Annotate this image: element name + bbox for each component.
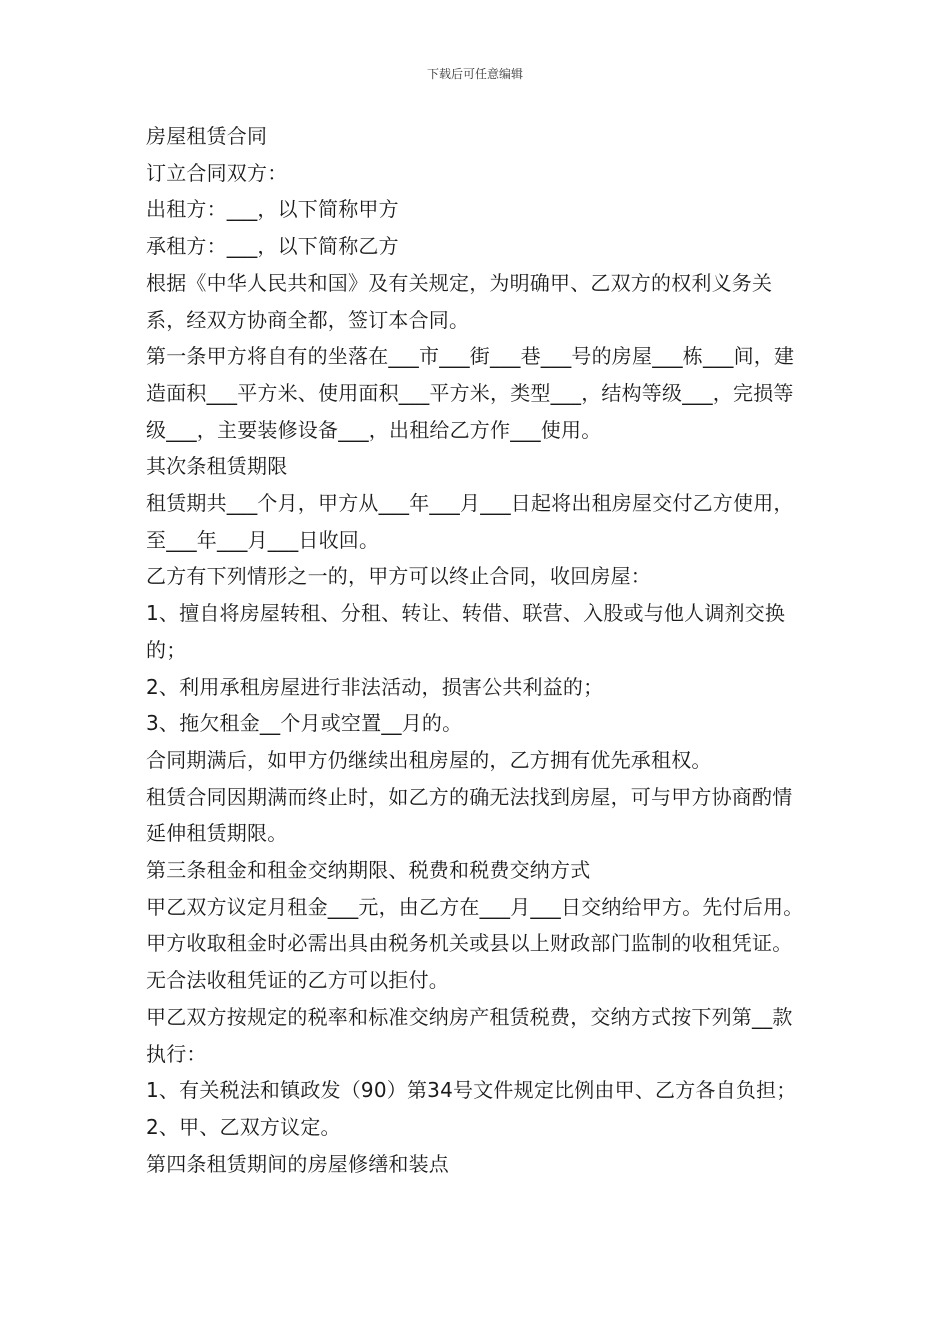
termination-item-2: 2、利用承租房屋进行非法活动，损害公共利益的；	[146, 674, 604, 699]
lessor-line: 出租方：___，以下简称甲方	[146, 197, 399, 222]
tax-item-1: 1、有关税法和镇政发（90）第34号文件规定比例由甲、乙方各自负担；	[146, 1078, 797, 1103]
parties-heading: 订立合同双方：	[146, 160, 288, 185]
rent-paragraph: 甲乙双方议定月租金___元，由乙方在___月___日交纳给甲方。先付后用。甲方收取租金时必需出具由税务机关或县以上财政部门监制的收租凭证。无合法收租凭证的乙方可以拒付。	[146, 894, 804, 993]
priority-renewal-paragraph: 合同期满后，如甲方仍继续出租房屋的，乙方拥有优先承租权。	[146, 747, 712, 772]
termination-intro: 乙方有下列情形之一的，甲方可以终止合同，收回房屋：	[146, 564, 651, 589]
article-4-heading: 第四条租赁期间的房屋修缮和装点	[146, 1151, 449, 1176]
tax-item-2: 2、甲、乙双方议定。	[146, 1114, 341, 1139]
article-2-heading: 其次条租赁期限	[146, 454, 288, 479]
document-title: 房屋租赁合同	[146, 124, 268, 148]
article-1-paragraph: 第一条甲方将自有的坐落在___市___街___巷___号的房屋___栋___间，建造面积___平方米、使用面积___平方米，类型___，结构等级___，完损等级___，主要装修设备___，出租给乙方作___使用。	[146, 344, 795, 442]
lessee-line: 承租方：___，以下简称乙方	[146, 234, 399, 259]
termination-item-3: 3、拖欠租金__个月或空置__月的。	[146, 711, 463, 736]
termination-item-1: 1、擅自将房屋转租、分租、转让、转借、联营、入股或与他人调剂交换的；	[146, 601, 786, 662]
lease-term-paragraph: 租赁期共___个月，甲方从___年___月___日起将出租房屋交付乙方使用，至___年___月___日收回。	[146, 491, 794, 552]
article-3-heading: 第三条租金和租金交纳期限、税费和税费交纳方式	[146, 858, 591, 883]
tax-paragraph: 甲乙双方按规定的税率和标准交纳房产租赁税费，交纳方式按下列第__款执行：	[146, 1004, 793, 1066]
extension-paragraph: 租赁合同因期满而终止时，如乙方的确无法找到房屋，可与甲方协商酌情延伸租赁期限。	[146, 784, 793, 846]
document-body	[146, 118, 808, 1182]
page-header-note: 下载后可任意编辑	[426, 67, 523, 81]
preamble-paragraph: 根据《中华人民共和国》及有关规定，为明确甲、乙双方的权利义务关系，经双方协商全都，签订本合同。	[146, 270, 773, 332]
